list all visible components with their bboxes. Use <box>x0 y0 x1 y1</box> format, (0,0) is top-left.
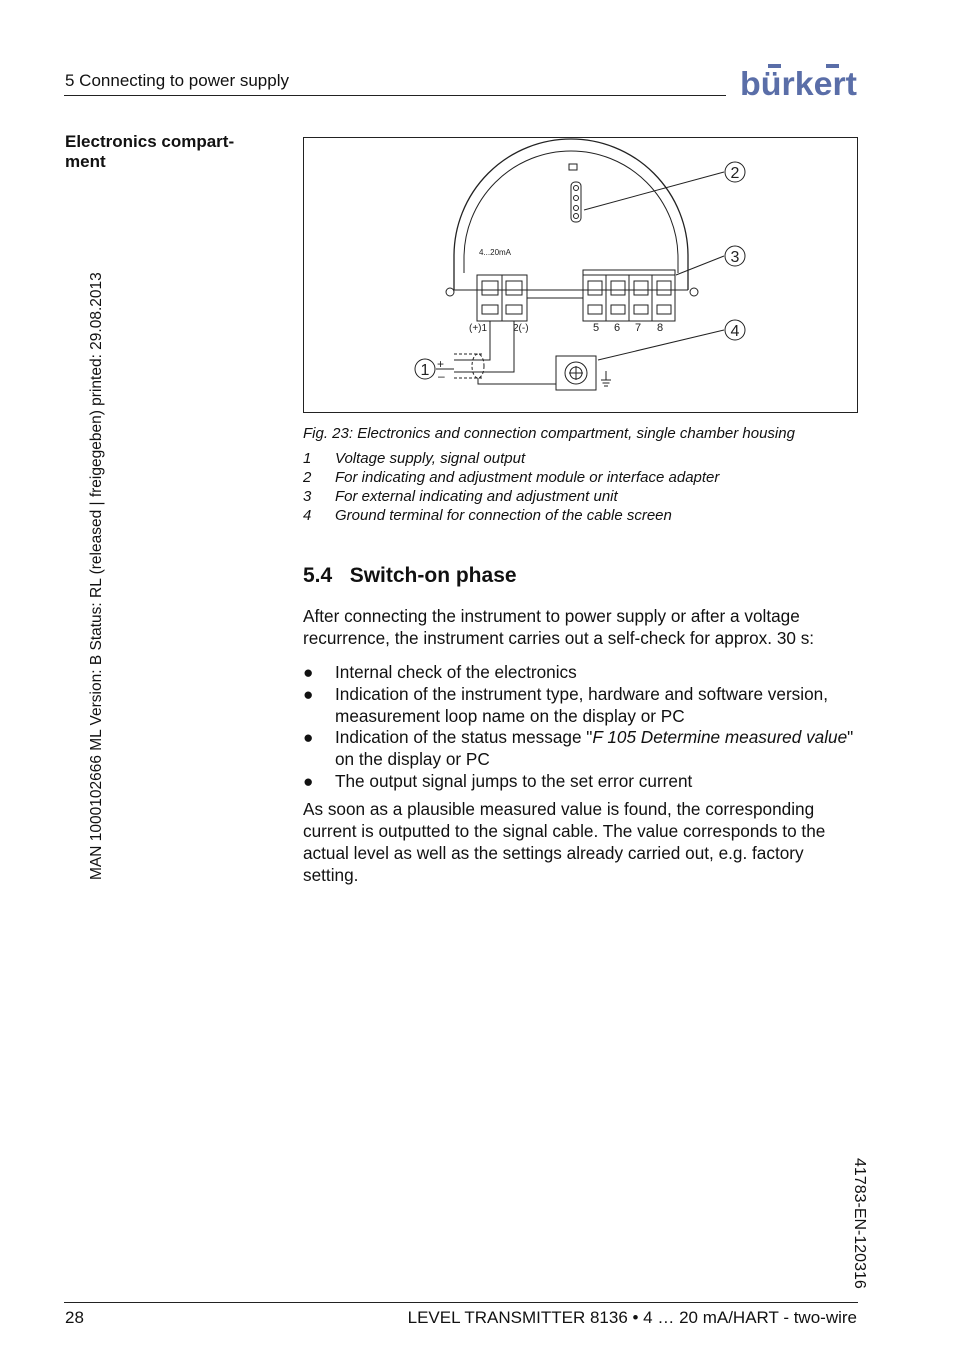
intro-paragraph: After connecting the instrument to power supply or after a voltage recurrence, the instrument carries out a self-check for approx. 30 s: <box>303 606 815 648</box>
status-message: F 105 Determine measured value <box>592 727 848 747</box>
figure-frame <box>303 137 858 413</box>
running-header: 5 Connecting to power supply <box>65 71 289 90</box>
terminal-2-label: 2(-) <box>513 323 529 334</box>
page-number: 28 <box>65 1308 84 1327</box>
svg-text:4: 4 <box>730 323 740 340</box>
legend-item: 1 Voltage supply, signal output <box>303 450 526 467</box>
plus-sign: + <box>437 357 445 371</box>
earth-ground-icon <box>601 371 611 386</box>
top-notch <box>569 164 577 170</box>
burkert-logo <box>740 62 858 100</box>
margin-heading <box>65 132 255 172</box>
svg-text:3: 3 <box>730 249 740 266</box>
vertical-document-metadata: MAN 1000102666 ML Version: B Status: RL (released | freigegeben) printed: 29.08.2013 <box>88 272 105 880</box>
wire-screen <box>478 378 556 384</box>
callout-3 <box>725 246 745 266</box>
right-screw-icon <box>690 288 698 296</box>
left-screw-icon <box>446 288 454 296</box>
terminal-5-label: 5 <box>593 322 600 334</box>
display-connector <box>571 182 581 222</box>
svg-text:2: 2 <box>730 165 740 182</box>
svg-text:1: 1 <box>420 362 430 379</box>
document-code: 41783-EN-120316 <box>851 1158 868 1289</box>
bullet-icon: ● <box>303 662 314 682</box>
margin-heading-text: Electronics compart- ment <box>65 132 235 171</box>
terminal-6-label: 6 <box>614 322 621 334</box>
bullet-icon: ● <box>303 771 314 791</box>
figure-caption: Fig. 23: Electronics and connection compartment, single chamber housing <box>303 425 795 442</box>
legend-item: 3 For external indicating and adjustment unit <box>303 488 618 505</box>
current-label: 4...20mA <box>479 248 512 257</box>
compartment-diagram <box>304 138 857 412</box>
terminal-8-label: 8 <box>657 322 664 334</box>
terminal-7-label: 7 <box>635 322 642 334</box>
logo-text: bürkert <box>740 65 858 100</box>
footer-title: LEVEL TRANSMITTER 8136 • 4 … 20 mA/HART - two-wire <box>407 1308 857 1327</box>
header-rule <box>64 95 726 96</box>
callout-2 <box>725 162 745 182</box>
legend-item: 2 For indicating and adjustment module or interface adapter <box>303 469 720 486</box>
callout-4 <box>725 320 745 340</box>
section-heading: 5.4 Switch-on phase <box>303 564 517 587</box>
terminal-1-label: (+)1 <box>469 323 488 334</box>
bullet-icon: ● <box>303 727 314 747</box>
callout-1 <box>415 359 435 379</box>
cable-screen <box>454 354 484 378</box>
minus-sign: – <box>438 369 445 383</box>
bullet-icon: ● <box>303 684 314 704</box>
legend-item: 4 Ground terminal for connection of the cable screen <box>303 507 672 524</box>
footer-rule <box>64 1302 858 1303</box>
closing-paragraph: As soon as a plausible measured value is found, the corresponding current is outputted to the signal cable. The value corresponds to the actual level as well as the settings already carried out, e.g. factory setting. <box>303 799 826 885</box>
